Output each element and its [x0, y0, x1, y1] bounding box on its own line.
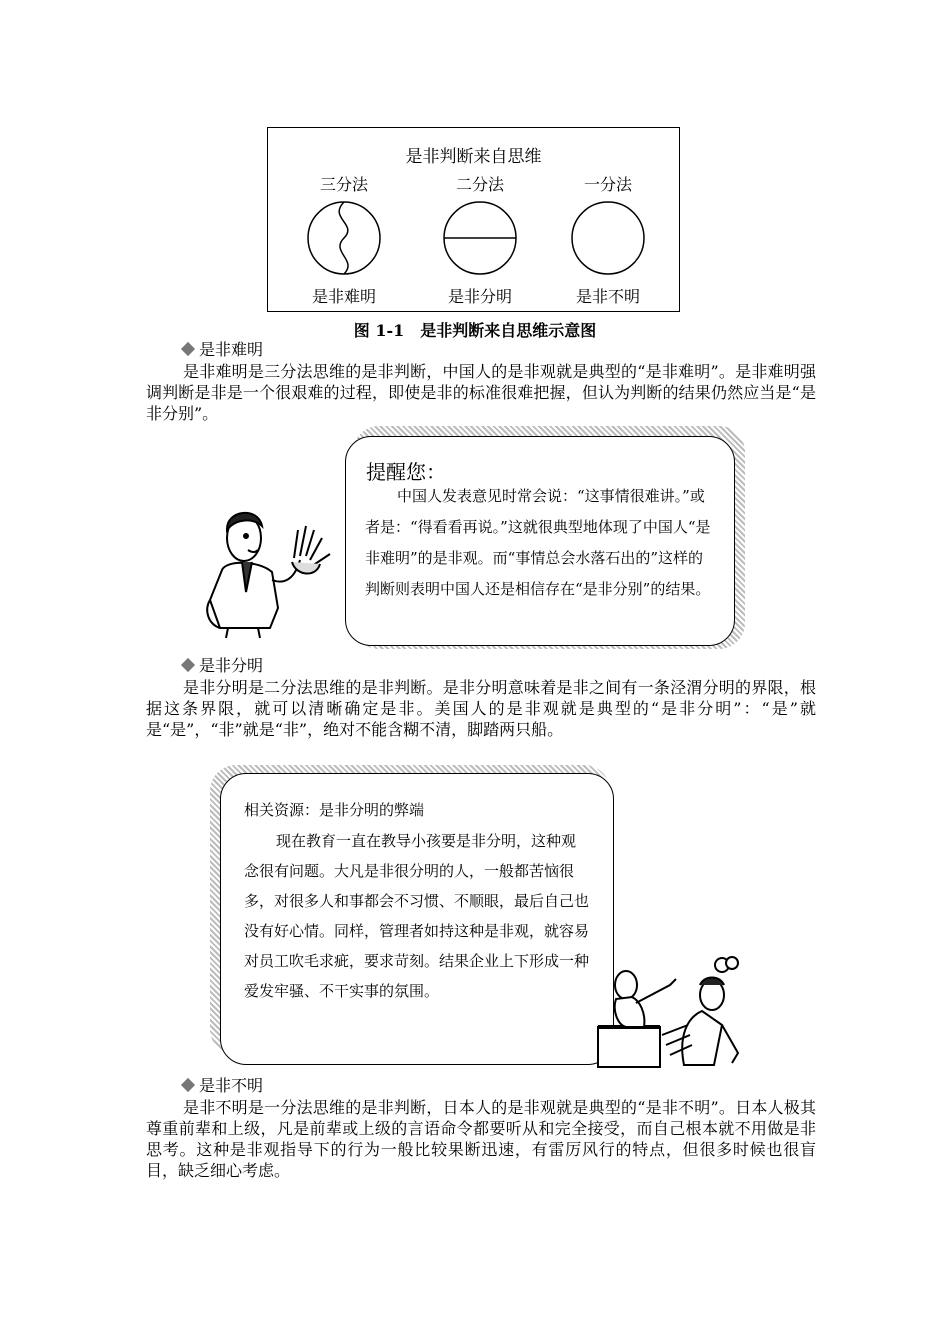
diamond-bullet-icon [181, 1078, 195, 1092]
section-paragraph-2 [146, 677, 816, 740]
reminder-paragraph: 中国人发表意见时常会说：“这事情很难讲。”或者是：“得看看再说。”这就很典型地体现了中国人“是非难明”的是非观。而“事情总会水落石出的”这样的判断则表明中国人还是相信存在“是非分别”的结果。 [365, 487, 711, 598]
reminder-text [365, 481, 715, 605]
diamond-bullet-icon [181, 658, 195, 672]
column-foot: 是非难明 [311, 287, 376, 306]
section-paragraph-1 [146, 361, 816, 424]
section-heading-text: 是非难明 [199, 340, 264, 359]
section-heading-text: 是非不明 [199, 1076, 264, 1095]
split-circle-icon [442, 200, 518, 276]
reminder-title: 提醒您： [366, 460, 446, 484]
column-head: 一分法 [583, 175, 632, 194]
paragraph-text: 是非分明是二分法思维的是非判断。是非分明意味着是非之间有一条泾渭分明的界限，根据这条界限，就可以清晰确定是非。美国人的是非观就是典型的“是非分明”：“是”就是“是”，“非”就是“非”，绝对不能含糊不清，脚踏两只船。 [146, 678, 816, 739]
figure-column-one-way [548, 172, 668, 307]
section-heading-3 [183, 1076, 263, 1096]
column-foot: 是非分明 [447, 287, 512, 306]
manager-scolding-illustration [592, 955, 752, 1070]
figure-column-two-way [420, 172, 540, 307]
figure-1-1 [267, 127, 680, 312]
figure-title: 是非判断来自思维 [405, 147, 542, 167]
section-heading-1 [183, 340, 263, 360]
plain-circle-icon [570, 200, 646, 276]
businessman-waving-illustration [196, 500, 356, 640]
paragraph-text: 是非难明是三分法思维的是非判断，中国人的是非观就是典型的“是非难明”。是非难明强调判断是非是一个很艰难的过程，即使是非的标准很难把握，但认为判断的结果仍然应当是“是非分别”。 [146, 362, 816, 423]
column-foot: 是非不明 [575, 287, 640, 306]
section-paragraph-3 [146, 1097, 816, 1181]
resource-paragraph: 现在教育一直在教导小孩要是非分明，这种观念很有问题。大凡是非很分明的人，一般都苦恼很多，对很多人和事都会不习惯、不顺眼，最后自己也没有好心情。同样，管理者如持这种是非观，就容易对员工吹毛求疵，要求苛刻。结果企业上下形成一种爱发牢骚、不干实事的氛围。 [244, 832, 590, 1000]
section-heading-2 [183, 656, 263, 676]
section-heading-text: 是非分明 [199, 656, 264, 675]
column-head: 三分法 [319, 175, 368, 194]
figure-caption: 图 1-1 是非判断来自思维示意图 [353, 321, 597, 340]
resource-text [244, 826, 589, 1006]
figure-column-three-way [284, 172, 404, 307]
paragraph-text: 是非不明是一分法思维的是非判断，日本人的是非观就是典型的“是非不明”。日本人极其尊重前辈和上级，凡是前辈或上级的言语命令都要听从和完全接受，而自己根本就不用做是非思考。这种是非观指导下的行为一般比较果断迅速，有雷厉风行的特点，但很多时候也很盲目，缺乏细心考虑。 [146, 1098, 816, 1180]
column-head: 二分法 [455, 175, 504, 194]
s-curve-circle-icon [306, 200, 382, 276]
diamond-bullet-icon [181, 342, 195, 356]
resource-title: 相关资源：是非分明的弊端 [244, 801, 425, 819]
